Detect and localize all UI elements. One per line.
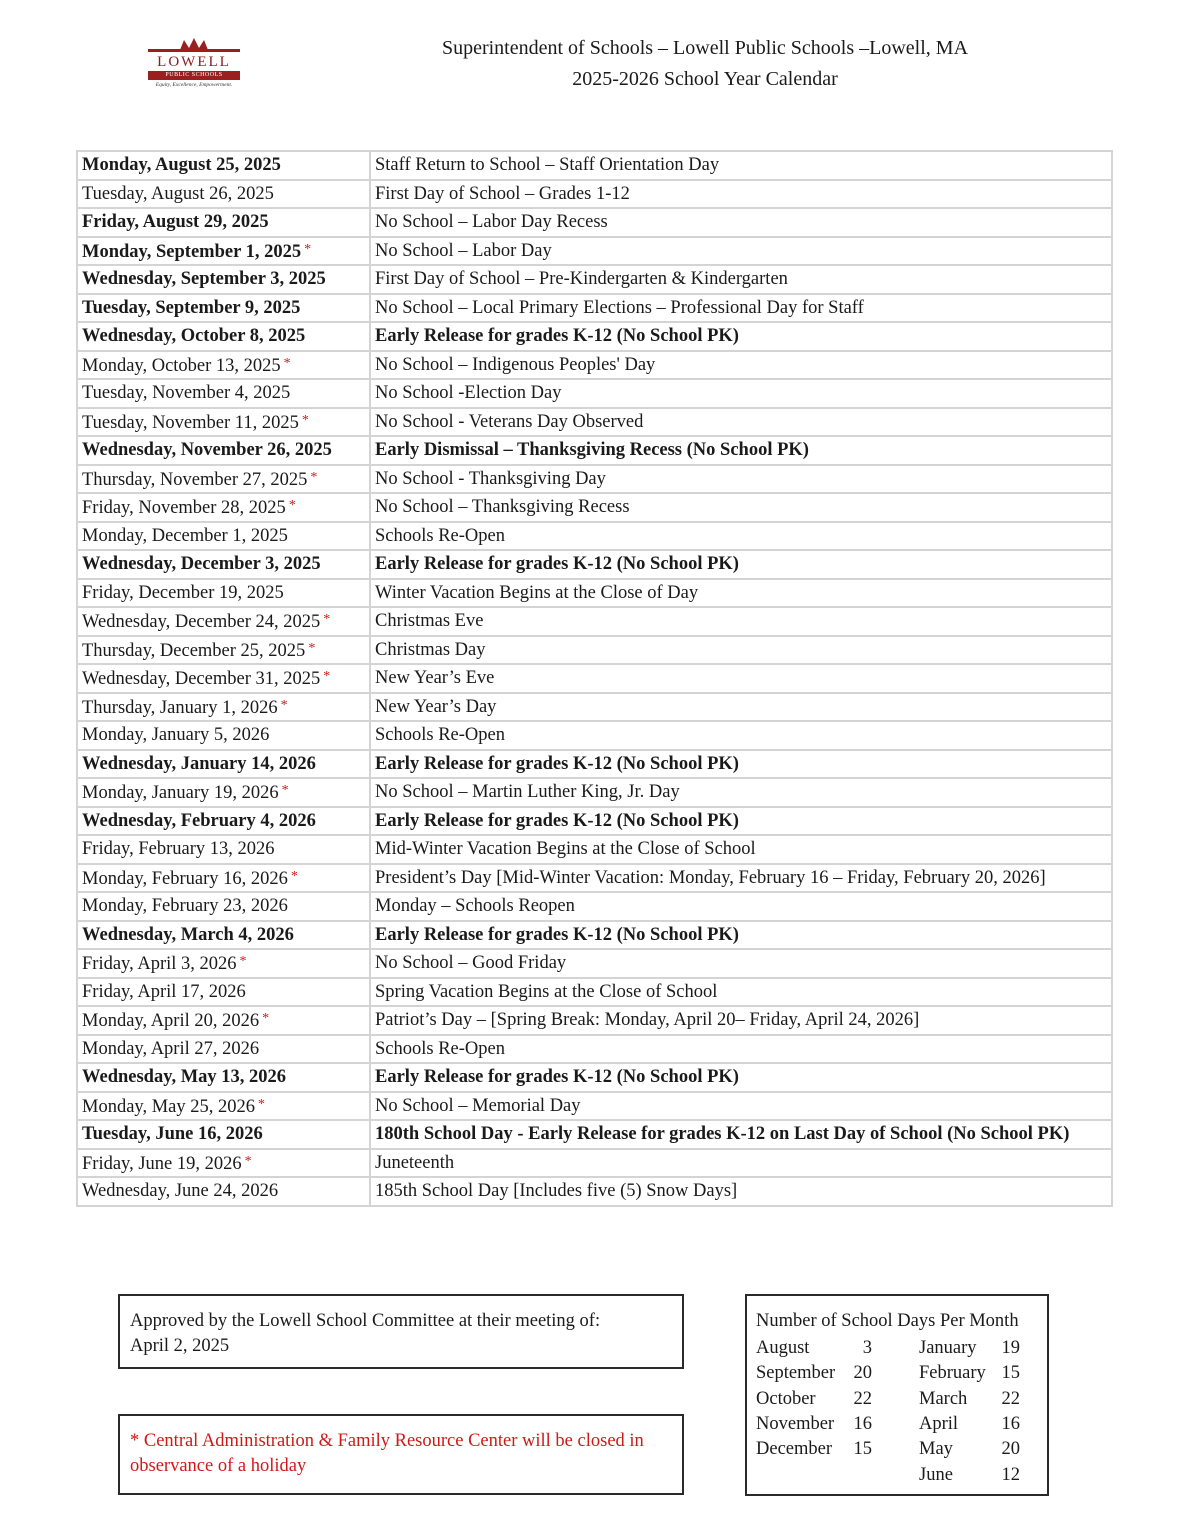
month-name: June: [919, 1464, 953, 1485]
event-date-cell: [77, 864, 370, 893]
event-description: Juneteenth: [370, 1149, 1112, 1178]
event-date: Tuesday, August 26, 2025: [82, 183, 274, 204]
approval-box: [118, 1294, 684, 1369]
school-days-title: Number of School Days Per Month: [756, 1311, 1019, 1331]
event-description: Staff Return to School – Staff Orientation Day: [370, 151, 1112, 180]
event-date-cell: [77, 1035, 370, 1064]
month-day-count: 3: [862, 1338, 872, 1358]
calendar-row: [77, 1092, 1112, 1121]
holiday-asterisk-icon: *: [239, 954, 247, 970]
event-date-cell: [77, 664, 370, 693]
event-date: Friday, December 19, 2025: [82, 582, 284, 603]
event-date-cell: [77, 408, 370, 437]
event-date: Tuesday, June 16, 2026: [82, 1124, 263, 1145]
calendar-row: [77, 892, 1112, 921]
calendar-row: [77, 807, 1112, 836]
event-date: Tuesday, November 11, 2025: [82, 412, 299, 433]
event-date: Monday, August 25, 2025: [82, 155, 281, 176]
month-day-count: 15: [853, 1439, 872, 1460]
logo-tagline: Equity, Excellence, Empowerment.: [155, 82, 233, 88]
holiday-asterisk-icon: *: [323, 612, 331, 628]
event-date: Tuesday, September 9, 2025: [82, 297, 301, 318]
district-logo: [146, 36, 242, 96]
event-description: 185th School Day [Includes five (5) Snow Days]: [370, 1177, 1112, 1206]
event-date: Friday, April 17, 2026: [82, 981, 246, 1002]
calendar-row: [77, 835, 1112, 864]
calendar-row: [77, 579, 1112, 608]
approval-date: April 2, 2025: [130, 1336, 230, 1356]
event-date-cell: [77, 1063, 370, 1092]
event-date-cell: [77, 237, 370, 266]
event-description: Mid-Winter Vacation Begins at the Close of School: [370, 835, 1112, 864]
calendar-row: [77, 1120, 1112, 1149]
event-description: Patriot’s Day – [Spring Break: Monday, April 20– Friday, April 24, 2026]: [370, 1006, 1112, 1035]
event-date: Wednesday, February 4, 2026: [82, 810, 316, 831]
logo-subtitle: PUBLIC SCHOOLS: [148, 71, 240, 80]
calendar-row: [77, 978, 1112, 1007]
event-description: No School – Martin Luther King, Jr. Day: [370, 778, 1112, 807]
calendar-row: [77, 1063, 1112, 1092]
event-description: Early Release for grades K-12 (No School PK): [370, 1063, 1112, 1092]
holiday-note-box: [118, 1414, 684, 1495]
calendar-row: [77, 636, 1112, 665]
event-date: Thursday, November 27, 2025: [82, 469, 308, 490]
event-date: Wednesday, January 14, 2026: [82, 753, 316, 774]
calendar-row: [77, 864, 1112, 893]
event-date-cell: [77, 721, 370, 750]
event-date: Wednesday, March 4, 2026: [82, 924, 294, 945]
event-description: New Year’s Day: [370, 693, 1112, 722]
page-header: [330, 33, 1080, 95]
event-description: Schools Re-Open: [370, 721, 1112, 750]
event-date-cell: [77, 1177, 370, 1206]
calendar-row: [77, 1035, 1112, 1064]
event-date: Monday, May 25, 2026: [82, 1096, 255, 1117]
event-description: Christmas Eve: [370, 607, 1112, 636]
event-description: No School - Thanksgiving Day: [370, 465, 1112, 494]
holiday-asterisk-icon: *: [304, 241, 312, 257]
event-date: Thursday, January 1, 2026: [82, 697, 278, 718]
month-name: May: [919, 1439, 953, 1460]
event-description: New Year’s Eve: [370, 664, 1112, 693]
event-date-cell: [77, 1006, 370, 1035]
month-day-count: 12: [1001, 1464, 1020, 1485]
event-description: Early Dismissal – Thanksgiving Recess (No School PK): [370, 436, 1112, 465]
event-date: Wednesday, December 24, 2025: [82, 612, 321, 633]
event-date-cell: [77, 436, 370, 465]
event-date-cell: [77, 1149, 370, 1178]
holiday-asterisk-icon: *: [244, 1153, 252, 1169]
calendar-row: [77, 436, 1112, 465]
header-subtitle: 2025-2026 School Year Calendar: [572, 68, 838, 90]
calendar-row: [77, 693, 1112, 722]
holiday-asterisk-icon: *: [281, 783, 289, 799]
month-name: November: [756, 1413, 835, 1434]
calendar-row: [77, 180, 1112, 209]
month-name: April: [919, 1413, 959, 1434]
event-date-cell: [77, 294, 370, 323]
event-date: Tuesday, November 4, 2025: [82, 383, 291, 404]
calendar-row: [77, 351, 1112, 380]
month-name: February: [919, 1363, 986, 1384]
event-description: Early Release for grades K-12 (No School PK): [370, 550, 1112, 579]
calendar-row: [77, 465, 1112, 494]
holiday-asterisk-icon: *: [280, 697, 288, 713]
calendar-row: [77, 265, 1112, 294]
logo-wordmark: LOWELL: [157, 54, 231, 70]
event-description: Christmas Day: [370, 636, 1112, 665]
event-date-cell: [77, 180, 370, 209]
calendar-row: [77, 208, 1112, 237]
calendar-row: [77, 1006, 1112, 1035]
month-day-count: 19: [1001, 1338, 1020, 1358]
event-date: Monday, December 1, 2025: [82, 525, 288, 546]
event-description: Early Release for grades K-12 (No School PK): [370, 807, 1112, 836]
event-description: No School – Local Primary Elections – Professional Day for Staff: [370, 294, 1112, 323]
event-date: Friday, November 28, 2025: [82, 498, 286, 519]
event-description: Winter Vacation Begins at the Close of Day: [370, 579, 1112, 608]
month-name: March: [919, 1388, 968, 1409]
month-day-count: 16: [1001, 1413, 1020, 1434]
event-date-cell: [77, 550, 370, 579]
event-description: No School – Good Friday: [370, 949, 1112, 978]
holiday-asterisk-icon: *: [258, 1096, 265, 1112]
holiday-asterisk-icon: *: [290, 868, 298, 884]
event-description: Early Release for grades K-12 (No School PK): [370, 322, 1112, 351]
event-date: Friday, February 13, 2026: [82, 839, 275, 860]
calendar-row: [77, 778, 1112, 807]
event-description: No School - Veterans Day Observed: [370, 408, 1112, 437]
event-description: Schools Re-Open: [370, 522, 1112, 551]
calendar-row: [77, 522, 1112, 551]
event-description: Spring Vacation Begins at the Close of School: [370, 978, 1112, 1007]
event-date: Monday, February 23, 2026: [82, 896, 288, 917]
event-date: Friday, August 29, 2025: [82, 212, 269, 233]
month-day-count: 16: [853, 1413, 872, 1434]
month-day-count: 20: [1001, 1439, 1020, 1460]
event-date-cell: [77, 493, 370, 522]
event-description: Monday – Schools Reopen: [370, 892, 1112, 921]
event-date: Wednesday, November 26, 2025: [82, 440, 332, 461]
month-day-count: 22: [1001, 1388, 1020, 1409]
calendar-row: [77, 550, 1112, 579]
month-day-count: 20: [853, 1363, 872, 1384]
holiday-asterisk-icon: *: [301, 412, 309, 428]
calendar-row: [77, 379, 1112, 408]
calendar-row: [77, 949, 1112, 978]
event-date-cell: [77, 607, 370, 636]
calendar-row: [77, 322, 1112, 351]
event-date: Wednesday, September 3, 2025: [82, 269, 326, 290]
calendar-row: [77, 237, 1112, 266]
event-date-cell: [77, 151, 370, 180]
event-date-cell: [77, 522, 370, 551]
event-date-cell: [77, 636, 370, 665]
calendar-row: [77, 1149, 1112, 1178]
calendar-row: [77, 721, 1112, 750]
month-name: August: [756, 1338, 810, 1358]
event-description: President’s Day [Mid-Winter Vacation: Monday, February 16 – Friday, February 20, 2026]: [370, 864, 1112, 893]
holiday-asterisk-icon: *: [262, 1011, 270, 1027]
event-description: 180th School Day - Early Release for grades K-12 on Last Day of School (No School PK): [370, 1120, 1112, 1149]
event-description: Schools Re-Open: [370, 1035, 1112, 1064]
event-date-cell: [77, 579, 370, 608]
event-date: Wednesday, May 13, 2026: [82, 1067, 287, 1088]
event-date-cell: [77, 379, 370, 408]
calendar-row: [77, 493, 1112, 522]
event-date-cell: [77, 892, 370, 921]
event-description: Early Release for grades K-12 (No School PK): [370, 750, 1112, 779]
school-days-box: [745, 1294, 1049, 1496]
holiday-asterisk-icon: *: [323, 669, 331, 685]
holiday-note-line2: observance of a holiday: [130, 1456, 307, 1476]
event-date-cell: [77, 208, 370, 237]
event-description: First Day of School – Pre-Kindergarten & Kindergarten: [370, 265, 1112, 294]
event-date-cell: [77, 978, 370, 1007]
event-date: Monday, January 19, 2026: [82, 783, 279, 804]
event-date-cell: [77, 1120, 370, 1149]
event-date-cell: [77, 351, 370, 380]
approval-text: Approved by the Lowell School Committee at their meeting of:: [130, 1311, 601, 1331]
event-date-cell: [77, 921, 370, 950]
holiday-asterisk-icon: *: [283, 355, 291, 371]
event-description: No School – Labor Day Recess: [370, 208, 1112, 237]
month-name: December: [756, 1439, 833, 1460]
month-name: January: [919, 1338, 977, 1358]
calendar-row: [77, 408, 1112, 437]
event-date: Monday, January 5, 2026: [82, 725, 270, 746]
month-day-count: 22: [853, 1388, 872, 1409]
calendar-row: [77, 607, 1112, 636]
event-date-cell: [77, 322, 370, 351]
event-date-cell: [77, 693, 370, 722]
calendar-row: [77, 921, 1112, 950]
holiday-asterisk-icon: *: [310, 469, 318, 485]
event-date: Monday, April 27, 2026: [82, 1038, 260, 1059]
event-description: Early Release for grades K-12 (No School PK): [370, 921, 1112, 950]
event-date: Wednesday, June 24, 2026: [82, 1181, 279, 1202]
month-day-count: 15: [1001, 1363, 1020, 1384]
event-date: Friday, June 19, 2026: [82, 1153, 242, 1174]
calendar-row: [77, 151, 1112, 180]
month-name: September: [756, 1363, 836, 1384]
event-date-cell: [77, 778, 370, 807]
holiday-asterisk-icon: *: [308, 640, 316, 656]
holiday-note-line1: * Central Administration & Family Resource Center will be closed in: [130, 1431, 644, 1451]
holiday-asterisk-icon: *: [288, 498, 296, 514]
event-date: Friday, April 3, 2026: [82, 954, 237, 975]
event-date-cell: [77, 807, 370, 836]
event-description: No School -Election Day: [370, 379, 1112, 408]
month-name: October: [756, 1388, 816, 1409]
event-description: First Day of School – Grades 1-12: [370, 180, 1112, 209]
calendar-row: [77, 664, 1112, 693]
event-date: Wednesday, December 31, 2025: [82, 669, 321, 690]
event-description: No School – Labor Day: [370, 237, 1112, 266]
event-date: Monday, October 13, 2025: [82, 355, 281, 376]
calendar-table: [76, 150, 1113, 1207]
event-description: No School – Indigenous Peoples' Day: [370, 351, 1112, 380]
school-days-grid: [756, 1334, 1047, 1484]
event-description: No School – Thanksgiving Recess: [370, 493, 1112, 522]
event-date: Monday, September 1, 2025: [82, 241, 302, 262]
event-date-cell: [77, 465, 370, 494]
calendar-row: [77, 294, 1112, 323]
event-description: No School – Memorial Day: [370, 1092, 1112, 1121]
event-date: Wednesday, December 3, 2025: [82, 554, 321, 575]
event-date-cell: [77, 750, 370, 779]
event-date: Monday, April 20, 2026: [82, 1011, 260, 1032]
calendar-body: [77, 151, 1112, 1206]
event-date-cell: [77, 265, 370, 294]
event-date-cell: [77, 835, 370, 864]
header-title: Superintendent of Schools – Lowell Public Schools –Lowell, MA: [441, 37, 969, 59]
event-date: Monday, February 16, 2026: [82, 868, 288, 889]
calendar-row: [77, 750, 1112, 779]
event-date-cell: [77, 1092, 370, 1121]
event-date: Thursday, December 25, 2025: [82, 640, 306, 661]
event-date: Wednesday, October 8, 2025: [82, 326, 306, 347]
event-date-cell: [77, 949, 370, 978]
calendar-row: [77, 1177, 1112, 1206]
